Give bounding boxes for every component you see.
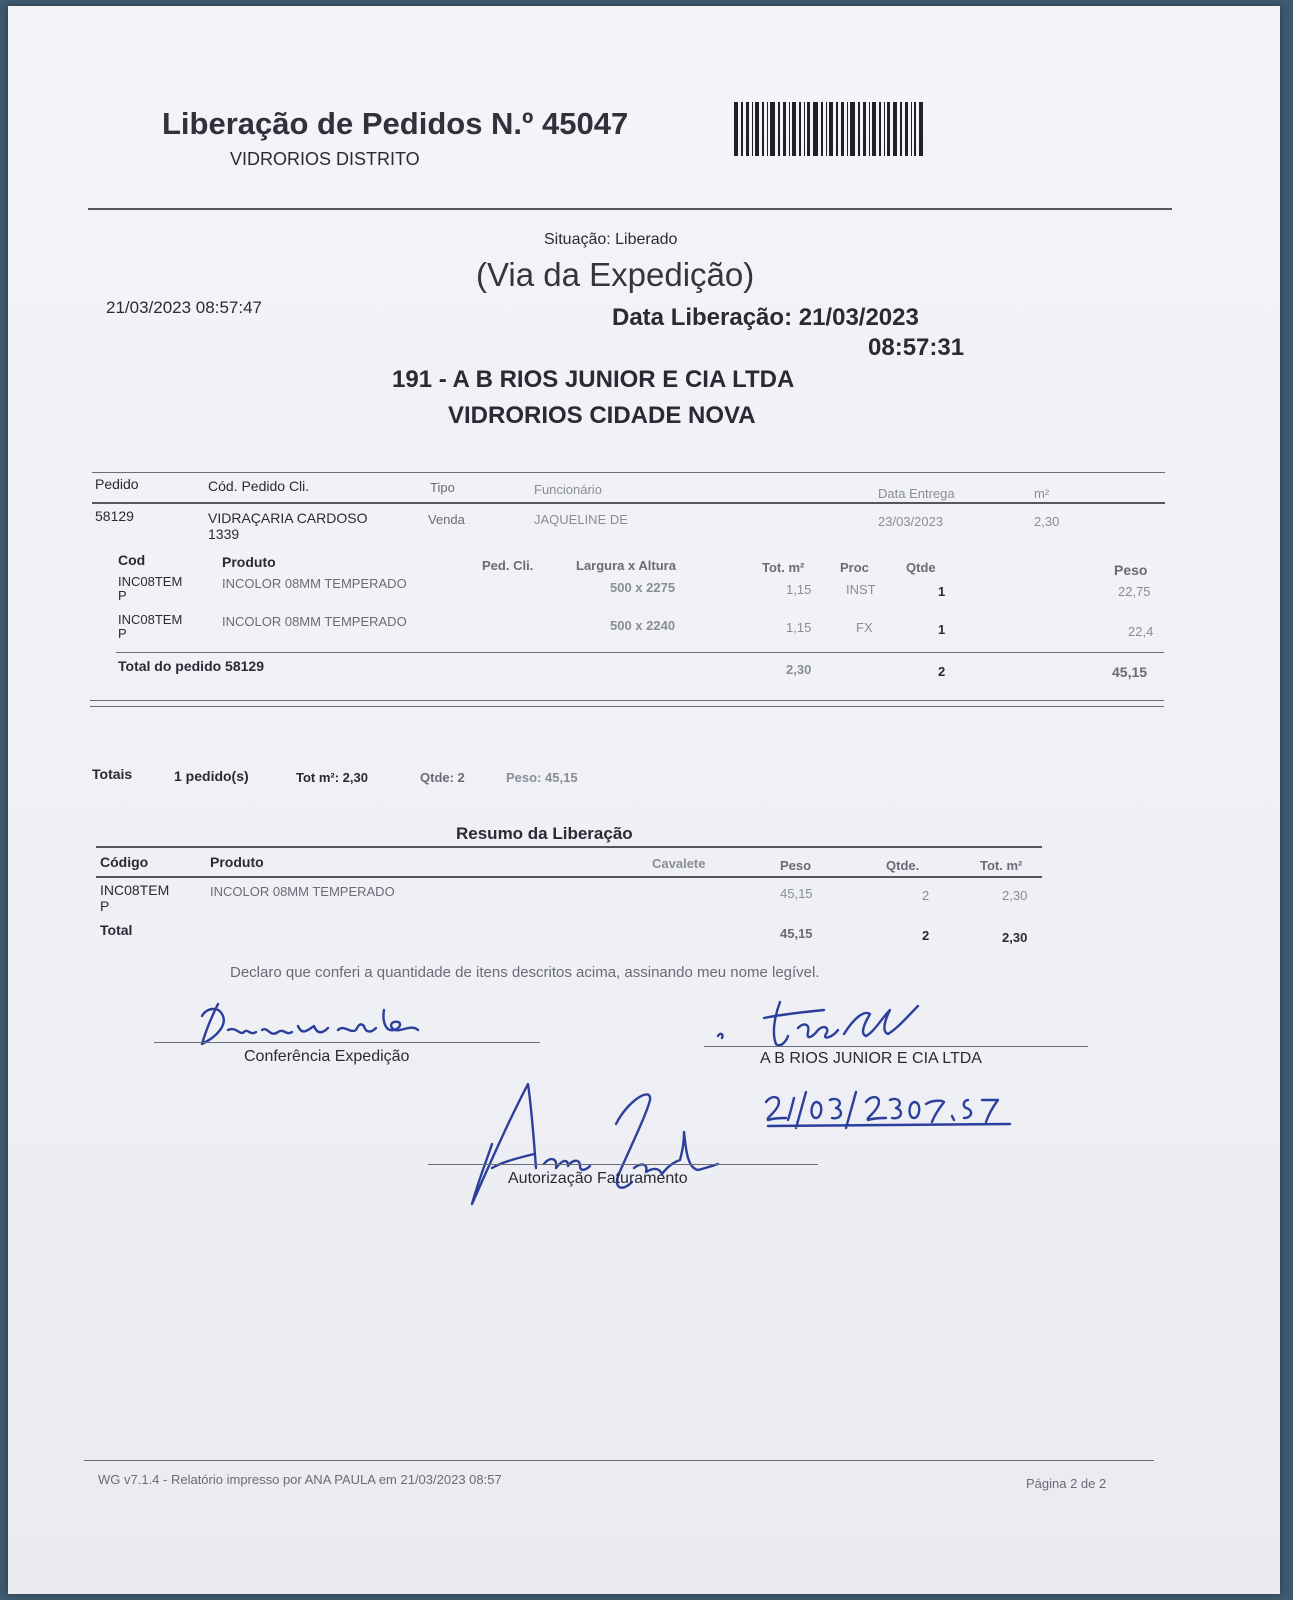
item-produto: INCOLOR 08MM TEMPERADO [222, 576, 407, 591]
item-qtde: 1 [938, 584, 946, 599]
item-col-produto: Produto [222, 554, 276, 570]
item-qtde: 1 [938, 622, 946, 637]
totals-pedidos: 1 pedido(s) [174, 768, 249, 784]
client-name: 191 - A B RIOS JUNIOR E CIA LTDA [392, 366, 795, 393]
signature-company [714, 988, 964, 1058]
summary-title: Resumo da Liberação [456, 824, 633, 843]
document-page [8, 6, 1280, 1594]
item-dims: 500 x 2240 [610, 618, 676, 633]
signature-line-conferencia [154, 1042, 540, 1043]
col-funcionario: Funcionário [534, 482, 602, 497]
client-store: VIDRORIOS CIDADE NOVA [448, 402, 756, 429]
order-total-qtde: 2 [938, 664, 946, 679]
order-table-bottom-rule-2 [90, 706, 1164, 707]
item-col-ped-cli: Ped. Cli. [482, 558, 534, 573]
release-time: 08:57:31 [868, 334, 965, 361]
footer-print-info: WG v7.1.4 - Relatório impresso por ANA PAULA em 21/03/2023 08:57 [98, 1472, 502, 1487]
order-employee: JAQUELINE DE [534, 512, 628, 527]
item-col-cod: Cod [118, 552, 146, 568]
declaration-text: Declaro que conferi a quantidade de itens descritos acima, assinando meu nome legível. [230, 964, 820, 981]
totals-label: Totais [92, 766, 133, 782]
totals-qtde: Qtde: 2 [420, 770, 465, 785]
signature-conferencia [188, 986, 458, 1056]
company-name: VIDRORIOS DISTRITO [230, 149, 420, 169]
summary-header-rule [96, 876, 1042, 878]
item-tot-m2: 1,15 [786, 582, 812, 597]
col-data-entrega: Data Entrega [878, 486, 955, 501]
summary-top-rule [96, 846, 1042, 848]
summary-total-tot-m2: 2,30 [1002, 930, 1028, 945]
barcode-icon [734, 102, 926, 156]
order-table-header-rule [92, 502, 1165, 504]
summary-total-peso: 45,15 [780, 926, 813, 941]
item-cod: INC08TEM [118, 574, 183, 589]
item-produto: INCOLOR 08MM TEMPERADO [222, 614, 407, 629]
summary-row-produto: INCOLOR 08MM TEMPERADO [210, 884, 395, 899]
totals-m2: Tot m²: 2,30 [296, 770, 368, 785]
signature-autorizacao [468, 1072, 728, 1212]
item-peso: 22,75 [1118, 584, 1151, 599]
summary-col-produto: Produto [210, 854, 264, 870]
order-total-m2: 2,30 [786, 662, 812, 677]
item-col-peso: Peso [1114, 562, 1148, 578]
item-peso: 22,4 [1128, 624, 1154, 639]
summary-total-qtde: 2 [922, 928, 930, 943]
release-date: Data Liberação: 21/03/2023 [612, 304, 919, 331]
summary-col-tot-m2: Tot. m² [980, 858, 1023, 873]
order-table-bottom-rule [90, 700, 1164, 701]
item-proc: FX [856, 620, 873, 635]
item-proc: INST [846, 582, 876, 597]
order-type: Venda [428, 512, 465, 527]
item-col-largura-altura: Largura x Altura [576, 558, 676, 573]
item-total-rule [116, 652, 1164, 653]
summary-col-peso: Peso [780, 858, 812, 873]
handwritten-date [760, 1088, 1070, 1138]
header-divider [88, 208, 1172, 210]
item-col-tot-m2: Tot. m² [762, 560, 805, 575]
order-delivery-date: 23/03/2023 [878, 514, 944, 529]
printed-timestamp: 21/03/2023 08:57:47 [106, 298, 262, 317]
col-tipo: Tipo [430, 480, 455, 495]
signature-line-company [704, 1046, 1088, 1047]
order-table-top-rule [92, 472, 1165, 473]
item-cod-line2: P [118, 626, 127, 641]
item-col-qtde: Qtde [906, 560, 936, 575]
status-text: Situação: Liberado [544, 231, 678, 248]
signature-label-autorizacao: Autorização Faturamento [508, 1170, 688, 1187]
document-title: Liberação de Pedidos N.º 45047 [162, 106, 629, 141]
item-col-proc: Proc [840, 560, 869, 575]
totals-peso: Peso: 45,15 [506, 770, 578, 785]
item-dims: 500 x 2275 [610, 580, 676, 595]
summary-row-peso: 45,15 [780, 886, 813, 901]
order-total-label: Total do pedido 58129 [118, 658, 264, 674]
copy-type: (Via da Expedição) [476, 256, 755, 293]
item-cod: INC08TEM [118, 612, 183, 627]
order-total-peso: 45,15 [1112, 664, 1148, 680]
order-client-code: VIDRAÇARIA CARDOSO [208, 510, 368, 526]
col-pedido: Pedido [95, 476, 139, 492]
summary-row-codigo-line2: P [100, 898, 110, 914]
summary-total-label: Total [100, 922, 133, 938]
summary-col-cavalete: Cavalete [652, 856, 706, 871]
summary-row-qtde: 2 [922, 888, 930, 903]
summary-col-codigo: Código [100, 854, 149, 870]
signature-label-company: A B RIOS JUNIOR E CIA LTDA [760, 1050, 982, 1067]
col-m2: m² [1034, 486, 1050, 501]
order-client-code-line2: 1339 [208, 526, 240, 542]
order-m2: 2,30 [1034, 514, 1060, 529]
footer-rule [84, 1460, 1154, 1461]
order-number: 58129 [95, 508, 134, 524]
summary-row-codigo: INC08TEM [100, 882, 170, 898]
summary-row-tot-m2: 2,30 [1002, 888, 1028, 903]
col-cod-pedido-cli: Cód. Pedido Cli. [208, 478, 310, 494]
item-cod-line2: P [118, 588, 127, 603]
summary-col-qtde: Qtde. [886, 858, 920, 873]
signature-line-autorizacao [428, 1164, 818, 1165]
signature-label-conferencia: Conferência Expedição [244, 1048, 410, 1065]
item-tot-m2: 1,15 [786, 620, 812, 635]
footer-page-number: Página 2 de 2 [1026, 1476, 1107, 1491]
